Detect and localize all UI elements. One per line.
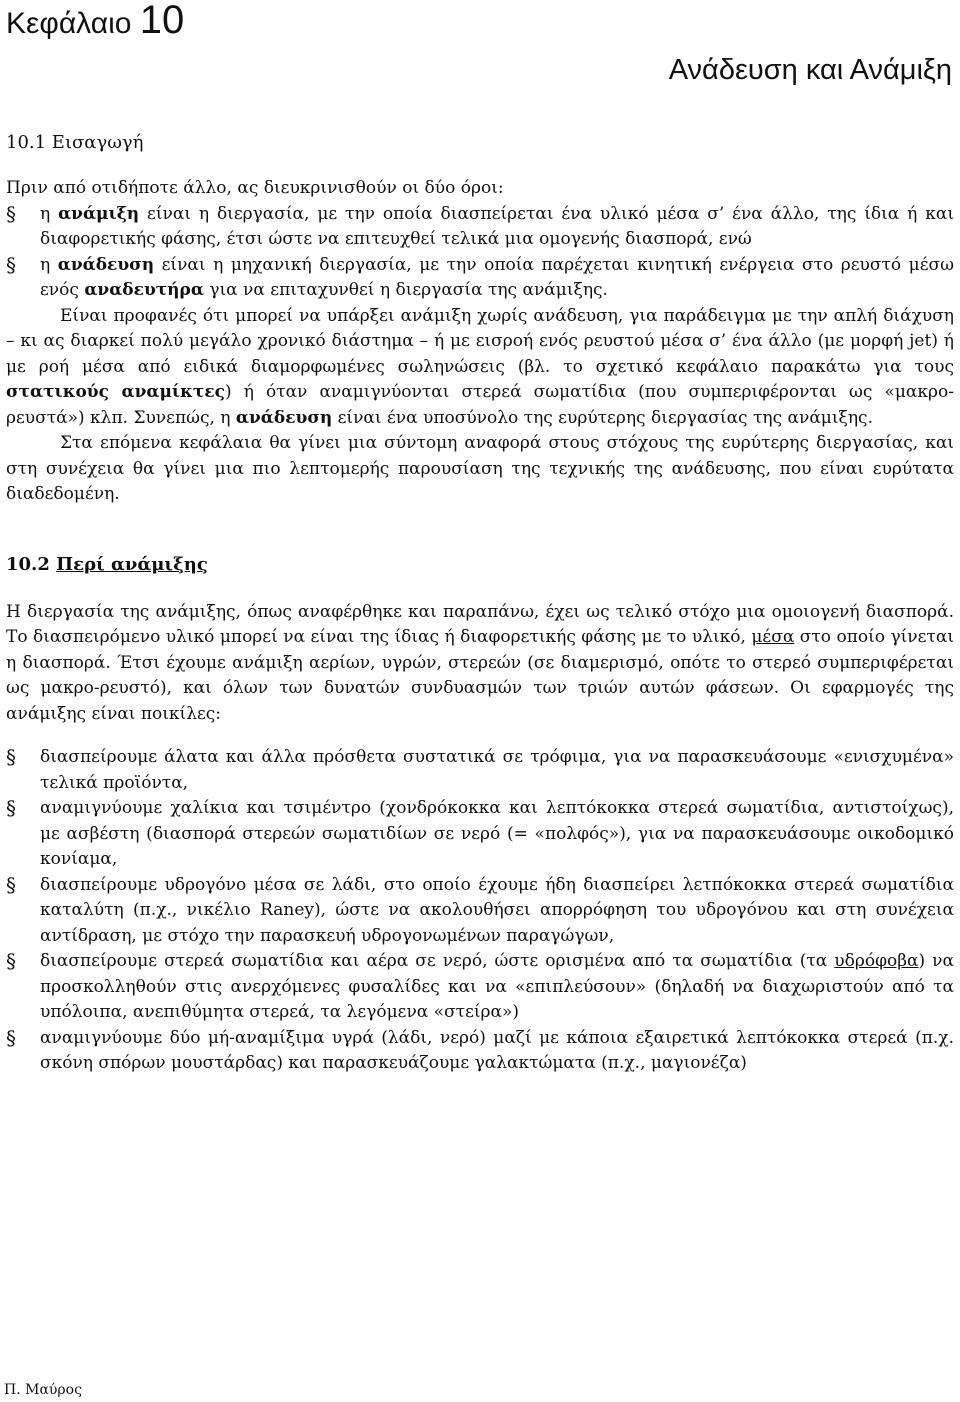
paragraph-mixing-process (6, 600, 954, 728)
application-text: διασπείρουμε στερεά σωματίδια και αέρα σε νερό, ώστε ορισμένα από τα σωματίδια (τα (40, 951, 835, 971)
term-agitation: ανάδευση (57, 254, 155, 275)
term-static-mixers: στατικούς αναμίκτες (6, 382, 226, 402)
definition-text: είναι η διεργασία, με την οποία διασπείρεται ένα υλικό μέσα σ’ ένα άλλο, της ίδια ή και διαφορετικής φάσης, έτσι ώστε να επιτευχθεί τελικά μια ομογενής διασπορά, ενώ (40, 203, 954, 249)
chapter-word: Κεφάλαιο (6, 7, 132, 40)
paragraph-mixing-without-agitation (6, 304, 954, 432)
paragraph-text: είναι ένα υποσύνολο της ευρύτερης διεργασίας της ανάμιξης. (332, 407, 873, 428)
section-sign-bullet-icon: § (6, 949, 16, 973)
section-heading-introduction: 10.1 Εισαγωγή (6, 132, 144, 153)
definition-item-mixing (6, 202, 954, 253)
paragraph-text: ) ή όταν αναμιγνύονται στερεά σωματίδια (που συμπεριφέρονται ως «μακρο-ρευστά») κλπ. Συνεπώς, η (6, 382, 954, 428)
application-text: διασπείρουμε υδρογόνο μέσα σε λάδι, στο οποίο έχουμε ήδη διασπείρει λετπόκοκκα στερεά σωματίδια καταλύτη (π.χ., νικέλιο Raney), ώστε να ακολουθήσει απορρόφηση του υδρογόνου και στη συνέχεια αντίδραση, με στόχο την παρασκευή υδρογονωμένων παραγώγων, (40, 874, 954, 946)
definition-text: για να επιταχυνθεί η διεργασία της ανάμιξης. (203, 280, 608, 300)
section-heading-about-mixing (6, 552, 954, 578)
underlined-word-mesa: μέσα (751, 627, 795, 647)
application-item (6, 796, 954, 873)
chapter-number: 10 (139, 0, 185, 42)
chapter-title: Ανάδευση και Ανάμιξη (668, 54, 952, 86)
section-title: Περί ανάμιξης (56, 553, 208, 575)
section-number: 10.2 (6, 553, 50, 575)
section-sign-bullet-icon: § (6, 1025, 16, 1050)
definition-text: είναι η μηχανική διεργασία, με την οποία παρέχεται κινητική ενέργεια στο ρευστό μέσω ενός (40, 254, 954, 300)
application-item (6, 1026, 954, 1077)
document-body (6, 130, 954, 1077)
application-text: ) να προσκολληθούν στις ανερχόμενες φυσαλίδες και να «επιπλεύσουν» (δηλαδή να διαχωριστούν από τα υπόλοιπα, ανεπιθύμητα στερεά, τα λεγόμενα «στείρα») (40, 951, 954, 1022)
term-agitation-emphasis: ανάδευση (235, 407, 333, 428)
application-item (6, 949, 954, 1026)
applications-list (6, 745, 954, 1077)
chapter-label (6, 0, 184, 44)
section-sign-bullet-icon: § (6, 872, 16, 897)
underlined-word-hydrophobic: υδρόφοβα (834, 951, 919, 971)
application-item (6, 745, 954, 796)
section-sign-bullet-icon: § (6, 745, 16, 769)
intro-sentence: Πριν από οτιδήποτε άλλο, ας διευκρινισθούν οι δύο όροι: (6, 178, 504, 198)
application-text: αναμιγνύουμε χαλίκια και τσιμέντρο (χονδρόκοκκα και λεπτόκοκκα στερεά σωματίδια, αντιστοίχως), με ασβέστη (διασπορά στερεών σωματιδίων σε νερό (= «πολφός»), για να παρασκευάσουμε οικοδομικό κονίαμα, (40, 798, 954, 869)
section-sign-bullet-icon: § (6, 201, 16, 226)
paragraph-next-chapters: Στα επόμενα κεφάλαια θα γίνει μια σύντομη αναφορά στους στόχους της ευρύτερης διεργασίας, και στη συνέχεια θα γίνει μια πιο λεπτομερής παρουσίαση της τεχνικής της ανάδευσης, που είναι ευρύτατα διαδεδομένη. (6, 433, 954, 504)
definition-text: η (40, 254, 58, 275)
definitions-list (6, 202, 954, 304)
paragraph-text: στο οποίο γίνεται η διασπορά. Έτσι έχουμε ανάμιξη αερίων, υγρών, στερεών (σε διαμερισμό, οπότε το στερεό συμπεριφέρεται ως μακρο-ρευστό), και όλων των δυνατών συνδυασμών των τριών αυτών φάσεων. Οι εφαρμογές της ανάμιξης είναι ποικίλες: (6, 627, 954, 724)
term-agitator: αναδευτήρα (84, 280, 204, 300)
application-text: αναμιγνύουμε δύο μή-αναμίξιμα υγρά (λάδι, νερό) μαζί με κάποια εξαιρετικά λεπτόκοκκα στερεά (π.χ. σκόνη σπόρων μουστάρδας) και παρασκευάζουμε γαλακτώματα (π.χ., μαγιονέζα) (40, 1027, 954, 1073)
application-item (6, 873, 954, 950)
definition-text: η (40, 203, 59, 224)
section-sign-bullet-icon: § (6, 252, 16, 277)
application-text: διασπείρουμε άλατα και άλλα πρόσθετα συστατικά σε τρόφιμα, για να παρασκευάσουμε «ενισχυμένα» τελικά προϊόντα, (40, 747, 954, 793)
definition-item-agitation (6, 253, 954, 304)
term-mixing: ανάμιξη (58, 203, 140, 224)
paragraph-text: Είναι προφανές ότι μπορεί να υπάρξει ανάμιξη χωρίς ανάδευση, για παράδειγμα με την απλή διάχυση – κι ας διαρκεί πολύ μεγάλο χρονικό διάστημα – ή με εισροή ενός ρευστού μέσα σ’ ένα άλλο (με μορφή jet) ή με ροή μέσα από ειδικά διαμορφωμένες σωληνώσεις (βλ. το σχετικό κεφάλαιο παρακάτω για τους (6, 305, 954, 377)
footer-author: Π. Μαύρος (4, 1382, 82, 1398)
section-sign-bullet-icon: § (6, 796, 16, 820)
paragraph-text: Η διεργασία της ανάμιξης, όπως αναφέρθηκε και παραπάνω, έχει ως τελικό στόχο μια ομοιογενή διασπορά. Το διασπειρόμενο υλικό μπορεί να είναι της ίδιας ή διαφορετικής φάσης με το υλικό, (6, 601, 954, 647)
